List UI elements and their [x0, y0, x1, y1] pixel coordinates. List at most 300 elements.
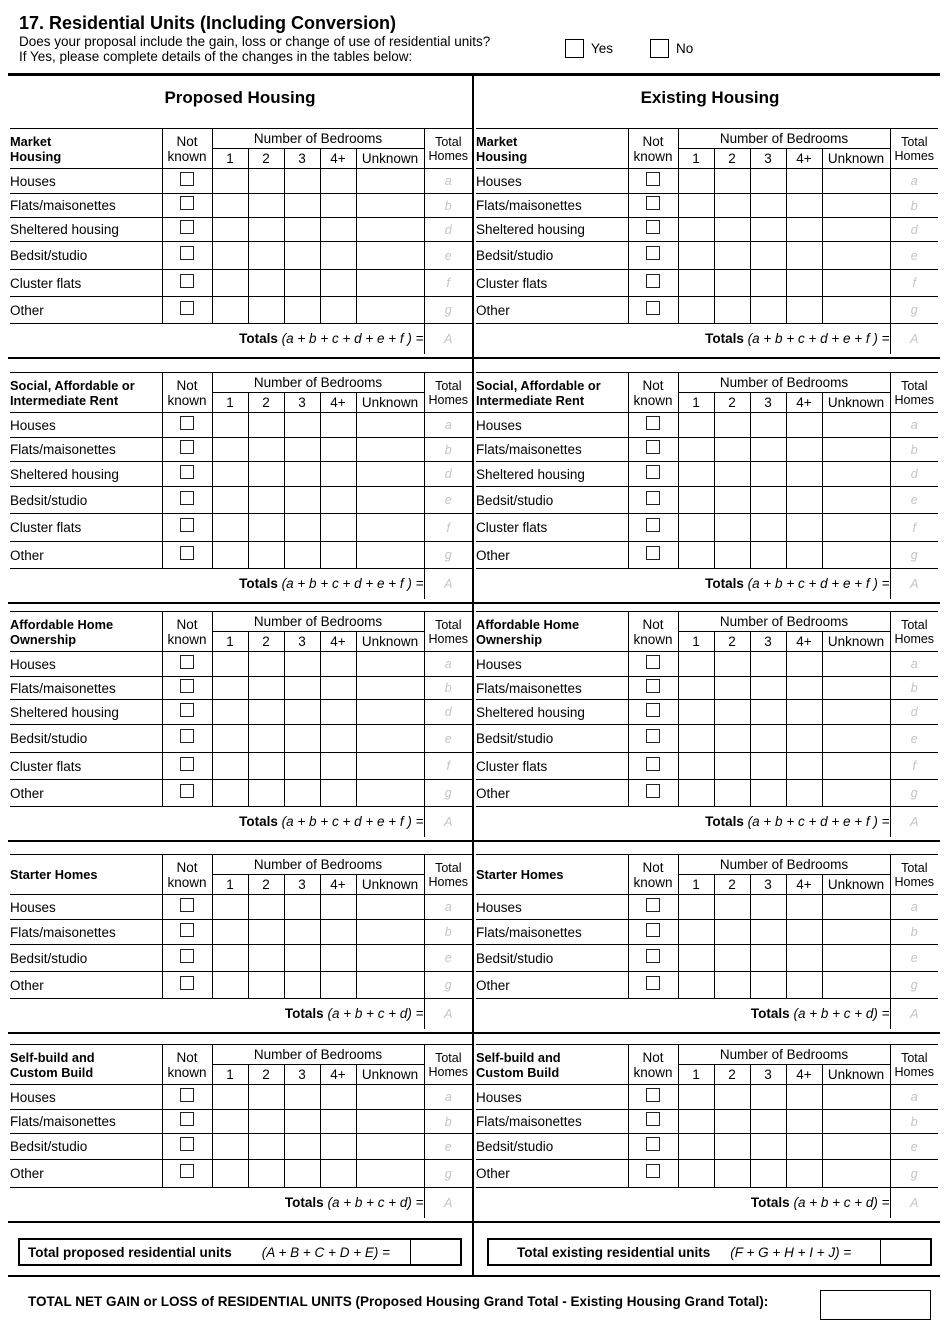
- bedroom-count-input[interactable]: [714, 438, 750, 462]
- bedroom-count-input[interactable]: [750, 652, 786, 677]
- bedroom-count-input[interactable]: [714, 1134, 750, 1160]
- bedroom-count-input[interactable]: [786, 753, 822, 780]
- bedroom-count-input[interactable]: [284, 218, 320, 242]
- bedroom-count-input[interactable]: [356, 780, 424, 807]
- bedroom-count-input[interactable]: [212, 438, 248, 462]
- bedroom-count-input[interactable]: [320, 945, 356, 972]
- not-known-checkbox[interactable]: [646, 1088, 660, 1102]
- bedroom-count-input[interactable]: [678, 920, 714, 945]
- bedroom-count-input[interactable]: [678, 194, 714, 218]
- bedroom-count-input[interactable]: [750, 242, 786, 270]
- bedroom-count-input[interactable]: [822, 218, 890, 242]
- total-homes-input[interactable]: g: [424, 780, 472, 807]
- bedroom-count-input[interactable]: [284, 920, 320, 945]
- bedroom-count-input[interactable]: [786, 438, 822, 462]
- not-known-checkbox[interactable]: [180, 465, 194, 479]
- bedroom-count-input[interactable]: [284, 413, 320, 438]
- bedroom-count-input[interactable]: [212, 700, 248, 725]
- total-homes-input[interactable]: g: [890, 1160, 938, 1188]
- not-known-checkbox[interactable]: [646, 1137, 660, 1151]
- bedroom-count-input[interactable]: [822, 920, 890, 945]
- bedroom-count-input[interactable]: [356, 1085, 424, 1110]
- bedroom-count-input[interactable]: [714, 270, 750, 297]
- bedroom-count-input[interactable]: [284, 169, 320, 194]
- total-homes-input[interactable]: g: [424, 542, 472, 569]
- bedroom-count-input[interactable]: [678, 413, 714, 438]
- total-homes-input[interactable]: b: [424, 1110, 472, 1134]
- bedroom-count-input[interactable]: [678, 945, 714, 972]
- bedroom-count-input[interactable]: [786, 169, 822, 194]
- bedroom-count-input[interactable]: [212, 1160, 248, 1188]
- bedroom-count-input[interactable]: [356, 413, 424, 438]
- total-homes-input[interactable]: a: [424, 895, 472, 920]
- bedroom-count-input[interactable]: [786, 1160, 822, 1188]
- total-homes-input[interactable]: b: [424, 677, 472, 700]
- total-homes-input[interactable]: d: [890, 462, 938, 487]
- bedroom-count-input[interactable]: [714, 1160, 750, 1188]
- total-homes-input[interactable]: f: [424, 514, 472, 542]
- total-proposed-input[interactable]: [410, 1240, 460, 1264]
- total-homes-input[interactable]: b: [890, 438, 938, 462]
- bedroom-count-input[interactable]: [356, 1110, 424, 1134]
- bedroom-count-input[interactable]: [248, 413, 284, 438]
- total-homes-input[interactable]: a: [424, 1085, 472, 1110]
- bedroom-count-input[interactable]: [248, 1134, 284, 1160]
- bedroom-count-input[interactable]: [320, 462, 356, 487]
- bedroom-count-input[interactable]: [356, 194, 424, 218]
- bedroom-count-input[interactable]: [248, 542, 284, 569]
- bedroom-count-input[interactable]: [320, 972, 356, 999]
- not-known-checkbox[interactable]: [646, 274, 660, 288]
- bedroom-count-input[interactable]: [714, 169, 750, 194]
- bedroom-count-input[interactable]: [750, 1134, 786, 1160]
- bedroom-count-input[interactable]: [678, 753, 714, 780]
- bedroom-count-input[interactable]: [248, 652, 284, 677]
- bedroom-count-input[interactable]: [678, 242, 714, 270]
- bedroom-count-input[interactable]: [750, 972, 786, 999]
- bedroom-count-input[interactable]: [822, 487, 890, 514]
- bedroom-count-input[interactable]: [678, 169, 714, 194]
- bedroom-count-input[interactable]: [284, 725, 320, 753]
- total-existing-input[interactable]: [880, 1240, 930, 1264]
- not-known-checkbox[interactable]: [646, 655, 660, 669]
- bedroom-count-input[interactable]: [248, 169, 284, 194]
- bedroom-count-input[interactable]: [714, 297, 750, 324]
- bedroom-count-input[interactable]: [320, 242, 356, 270]
- bedroom-count-input[interactable]: [786, 462, 822, 487]
- bedroom-count-input[interactable]: [750, 462, 786, 487]
- bedroom-count-input[interactable]: [678, 700, 714, 725]
- bedroom-count-input[interactable]: [822, 652, 890, 677]
- bedroom-count-input[interactable]: [212, 270, 248, 297]
- not-known-checkbox[interactable]: [646, 416, 660, 430]
- bedroom-count-input[interactable]: [678, 677, 714, 700]
- not-known-checkbox[interactable]: [646, 546, 660, 560]
- bedroom-count-input[interactable]: [320, 1160, 356, 1188]
- total-homes-input[interactable]: g: [424, 297, 472, 324]
- bedroom-count-input[interactable]: [822, 413, 890, 438]
- bedroom-count-input[interactable]: [284, 270, 320, 297]
- not-known-checkbox[interactable]: [180, 1112, 194, 1126]
- bedroom-count-input[interactable]: [750, 753, 786, 780]
- not-known-checkbox[interactable]: [180, 1137, 194, 1151]
- total-homes-input[interactable]: a: [890, 169, 938, 194]
- total-homes-input[interactable]: b: [890, 677, 938, 700]
- total-homes-input[interactable]: f: [890, 270, 938, 297]
- bedroom-count-input[interactable]: [786, 194, 822, 218]
- total-homes-input[interactable]: e: [424, 1134, 472, 1160]
- bedroom-count-input[interactable]: [320, 514, 356, 542]
- bedroom-count-input[interactable]: [284, 514, 320, 542]
- bedroom-count-input[interactable]: [356, 700, 424, 725]
- not-known-checkbox[interactable]: [646, 491, 660, 505]
- bedroom-count-input[interactable]: [822, 194, 890, 218]
- bedroom-count-input[interactable]: [320, 753, 356, 780]
- bedroom-count-input[interactable]: [678, 780, 714, 807]
- not-known-checkbox[interactable]: [646, 679, 660, 693]
- total-homes-input[interactable]: f: [890, 753, 938, 780]
- bedroom-count-input[interactable]: [786, 218, 822, 242]
- bedroom-count-input[interactable]: [356, 218, 424, 242]
- section-total-input[interactable]: A: [890, 1188, 938, 1218]
- bedroom-count-input[interactable]: [786, 1110, 822, 1134]
- bedroom-count-input[interactable]: [212, 677, 248, 700]
- total-homes-input[interactable]: b: [890, 194, 938, 218]
- bedroom-count-input[interactable]: [320, 542, 356, 569]
- bedroom-count-input[interactable]: [212, 1134, 248, 1160]
- bedroom-count-input[interactable]: [284, 945, 320, 972]
- bedroom-count-input[interactable]: [284, 487, 320, 514]
- bedroom-count-input[interactable]: [714, 1110, 750, 1134]
- bedroom-count-input[interactable]: [320, 297, 356, 324]
- bedroom-count-input[interactable]: [320, 413, 356, 438]
- bedroom-count-input[interactable]: [678, 438, 714, 462]
- bedroom-count-input[interactable]: [320, 1134, 356, 1160]
- bedroom-count-input[interactable]: [356, 297, 424, 324]
- bedroom-count-input[interactable]: [284, 652, 320, 677]
- bedroom-count-input[interactable]: [356, 1160, 424, 1188]
- bedroom-count-input[interactable]: [822, 725, 890, 753]
- bedroom-count-input[interactable]: [714, 514, 750, 542]
- bedroom-count-input[interactable]: [786, 972, 822, 999]
- total-homes-input[interactable]: d: [424, 462, 472, 487]
- bedroom-count-input[interactable]: [212, 972, 248, 999]
- bedroom-count-input[interactable]: [356, 920, 424, 945]
- bedroom-count-input[interactable]: [750, 780, 786, 807]
- bedroom-count-input[interactable]: [750, 438, 786, 462]
- bedroom-count-input[interactable]: [356, 487, 424, 514]
- bedroom-count-input[interactable]: [786, 1085, 822, 1110]
- bedroom-count-input[interactable]: [212, 725, 248, 753]
- total-homes-input[interactable]: d: [890, 700, 938, 725]
- bedroom-count-input[interactable]: [212, 1110, 248, 1134]
- bedroom-count-input[interactable]: [248, 780, 284, 807]
- not-known-checkbox[interactable]: [180, 274, 194, 288]
- section-total-input[interactable]: A: [424, 324, 472, 354]
- total-homes-input[interactable]: e: [890, 725, 938, 753]
- total-homes-input[interactable]: g: [890, 780, 938, 807]
- not-known-checkbox[interactable]: [646, 703, 660, 717]
- not-known-checkbox[interactable]: [180, 923, 194, 937]
- bedroom-count-input[interactable]: [750, 1160, 786, 1188]
- net-total-input[interactable]: [820, 1290, 931, 1320]
- total-homes-input[interactable]: a: [424, 169, 472, 194]
- bedroom-count-input[interactable]: [750, 1085, 786, 1110]
- not-known-checkbox[interactable]: [180, 172, 194, 186]
- bedroom-count-input[interactable]: [356, 514, 424, 542]
- bedroom-count-input[interactable]: [750, 895, 786, 920]
- bedroom-count-input[interactable]: [212, 413, 248, 438]
- total-homes-input[interactable]: d: [424, 700, 472, 725]
- bedroom-count-input[interactable]: [714, 413, 750, 438]
- bedroom-count-input[interactable]: [786, 413, 822, 438]
- bedroom-count-input[interactable]: [714, 780, 750, 807]
- not-known-checkbox[interactable]: [180, 491, 194, 505]
- bedroom-count-input[interactable]: [714, 194, 750, 218]
- bedroom-count-input[interactable]: [714, 677, 750, 700]
- not-known-checkbox[interactable]: [646, 220, 660, 234]
- bedroom-count-input[interactable]: [750, 218, 786, 242]
- section-total-input[interactable]: A: [424, 999, 472, 1029]
- not-known-checkbox[interactable]: [180, 757, 194, 771]
- bedroom-count-input[interactable]: [822, 169, 890, 194]
- bedroom-count-input[interactable]: [822, 270, 890, 297]
- bedroom-count-input[interactable]: [822, 700, 890, 725]
- bedroom-count-input[interactable]: [248, 725, 284, 753]
- not-known-checkbox[interactable]: [180, 1088, 194, 1102]
- bedroom-count-input[interactable]: [284, 1160, 320, 1188]
- bedroom-count-input[interactable]: [678, 1110, 714, 1134]
- not-known-checkbox[interactable]: [180, 1164, 194, 1178]
- total-homes-input[interactable]: b: [424, 920, 472, 945]
- bedroom-count-input[interactable]: [678, 270, 714, 297]
- bedroom-count-input[interactable]: [786, 700, 822, 725]
- not-known-checkbox[interactable]: [180, 196, 194, 210]
- bedroom-count-input[interactable]: [284, 242, 320, 270]
- bedroom-count-input[interactable]: [678, 652, 714, 677]
- bedroom-count-input[interactable]: [786, 297, 822, 324]
- bedroom-count-input[interactable]: [320, 780, 356, 807]
- bedroom-count-input[interactable]: [284, 438, 320, 462]
- bedroom-count-input[interactable]: [678, 1160, 714, 1188]
- bedroom-count-input[interactable]: [212, 514, 248, 542]
- not-known-checkbox[interactable]: [646, 196, 660, 210]
- bedroom-count-input[interactable]: [212, 169, 248, 194]
- not-known-checkbox[interactable]: [180, 246, 194, 260]
- bedroom-count-input[interactable]: [822, 438, 890, 462]
- bedroom-count-input[interactable]: [212, 945, 248, 972]
- bedroom-count-input[interactable]: [714, 242, 750, 270]
- bedroom-count-input[interactable]: [714, 945, 750, 972]
- total-homes-input[interactable]: a: [424, 413, 472, 438]
- total-homes-input[interactable]: a: [890, 652, 938, 677]
- not-known-checkbox[interactable]: [180, 546, 194, 560]
- bedroom-count-input[interactable]: [822, 677, 890, 700]
- no-checkbox[interactable]: [650, 39, 669, 58]
- bedroom-count-input[interactable]: [212, 920, 248, 945]
- bedroom-count-input[interactable]: [284, 462, 320, 487]
- bedroom-count-input[interactable]: [284, 1110, 320, 1134]
- yes-checkbox[interactable]: [565, 39, 584, 58]
- total-homes-input[interactable]: b: [424, 194, 472, 218]
- bedroom-count-input[interactable]: [822, 1085, 890, 1110]
- bedroom-count-input[interactable]: [786, 514, 822, 542]
- not-known-checkbox[interactable]: [646, 440, 660, 454]
- not-known-checkbox[interactable]: [646, 1112, 660, 1126]
- not-known-checkbox[interactable]: [180, 416, 194, 430]
- not-known-checkbox[interactable]: [646, 898, 660, 912]
- bedroom-count-input[interactable]: [248, 677, 284, 700]
- bedroom-count-input[interactable]: [248, 945, 284, 972]
- bedroom-count-input[interactable]: [678, 1085, 714, 1110]
- bedroom-count-input[interactable]: [356, 1134, 424, 1160]
- bedroom-count-input[interactable]: [356, 169, 424, 194]
- bedroom-count-input[interactable]: [248, 920, 284, 945]
- bedroom-count-input[interactable]: [786, 945, 822, 972]
- bedroom-count-input[interactable]: [284, 780, 320, 807]
- bedroom-count-input[interactable]: [678, 218, 714, 242]
- not-known-checkbox[interactable]: [646, 301, 660, 315]
- bedroom-count-input[interactable]: [356, 725, 424, 753]
- bedroom-count-input[interactable]: [714, 218, 750, 242]
- bedroom-count-input[interactable]: [320, 1110, 356, 1134]
- bedroom-count-input[interactable]: [786, 652, 822, 677]
- bedroom-count-input[interactable]: [822, 462, 890, 487]
- total-homes-input[interactable]: g: [890, 542, 938, 569]
- total-homes-input[interactable]: g: [424, 972, 472, 999]
- bedroom-count-input[interactable]: [750, 514, 786, 542]
- bedroom-count-input[interactable]: [248, 242, 284, 270]
- bedroom-count-input[interactable]: [356, 462, 424, 487]
- bedroom-count-input[interactable]: [678, 895, 714, 920]
- no-option[interactable]: [650, 39, 693, 58]
- bedroom-count-input[interactable]: [356, 242, 424, 270]
- bedroom-count-input[interactable]: [248, 753, 284, 780]
- total-homes-input[interactable]: e: [424, 945, 472, 972]
- not-known-checkbox[interactable]: [646, 949, 660, 963]
- bedroom-count-input[interactable]: [822, 542, 890, 569]
- bedroom-count-input[interactable]: [678, 297, 714, 324]
- bedroom-count-input[interactable]: [284, 297, 320, 324]
- bedroom-count-input[interactable]: [212, 242, 248, 270]
- total-homes-input[interactable]: b: [890, 920, 938, 945]
- bedroom-count-input[interactable]: [822, 780, 890, 807]
- bedroom-count-input[interactable]: [786, 725, 822, 753]
- bedroom-count-input[interactable]: [212, 753, 248, 780]
- not-known-checkbox[interactable]: [646, 518, 660, 532]
- not-known-checkbox[interactable]: [180, 518, 194, 532]
- total-homes-input[interactable]: e: [424, 242, 472, 270]
- bedroom-count-input[interactable]: [714, 895, 750, 920]
- bedroom-count-input[interactable]: [212, 218, 248, 242]
- bedroom-count-input[interactable]: [786, 920, 822, 945]
- bedroom-count-input[interactable]: [714, 725, 750, 753]
- section-total-input[interactable]: A: [890, 807, 938, 837]
- bedroom-count-input[interactable]: [750, 542, 786, 569]
- bedroom-count-input[interactable]: [822, 895, 890, 920]
- bedroom-count-input[interactable]: [212, 462, 248, 487]
- bedroom-count-input[interactable]: [822, 1160, 890, 1188]
- bedroom-count-input[interactable]: [750, 413, 786, 438]
- section-total-input[interactable]: A: [424, 1188, 472, 1218]
- bedroom-count-input[interactable]: [212, 652, 248, 677]
- bedroom-count-input[interactable]: [248, 1160, 284, 1188]
- bedroom-count-input[interactable]: [284, 1134, 320, 1160]
- bedroom-count-input[interactable]: [320, 677, 356, 700]
- bedroom-count-input[interactable]: [678, 487, 714, 514]
- bedroom-count-input[interactable]: [356, 945, 424, 972]
- total-homes-input[interactable]: e: [890, 1134, 938, 1160]
- section-total-input[interactable]: A: [890, 569, 938, 599]
- yes-option[interactable]: [565, 39, 613, 58]
- not-known-checkbox[interactable]: [180, 655, 194, 669]
- not-known-checkbox[interactable]: [180, 440, 194, 454]
- bedroom-count-input[interactable]: [822, 514, 890, 542]
- bedroom-count-input[interactable]: [248, 895, 284, 920]
- bedroom-count-input[interactable]: [320, 652, 356, 677]
- bedroom-count-input[interactable]: [212, 487, 248, 514]
- bedroom-count-input[interactable]: [822, 972, 890, 999]
- bedroom-count-input[interactable]: [786, 542, 822, 569]
- section-total-input[interactable]: A: [890, 999, 938, 1029]
- bedroom-count-input[interactable]: [678, 462, 714, 487]
- total-homes-input[interactable]: e: [424, 487, 472, 514]
- bedroom-count-input[interactable]: [822, 753, 890, 780]
- bedroom-count-input[interactable]: [248, 297, 284, 324]
- bedroom-count-input[interactable]: [822, 945, 890, 972]
- bedroom-count-input[interactable]: [714, 700, 750, 725]
- total-homes-input[interactable]: a: [424, 652, 472, 677]
- bedroom-count-input[interactable]: [714, 462, 750, 487]
- bedroom-count-input[interactable]: [786, 270, 822, 297]
- not-known-checkbox[interactable]: [180, 220, 194, 234]
- total-homes-input[interactable]: g: [890, 972, 938, 999]
- bedroom-count-input[interactable]: [786, 242, 822, 270]
- bedroom-count-input[interactable]: [320, 725, 356, 753]
- bedroom-count-input[interactable]: [248, 270, 284, 297]
- bedroom-count-input[interactable]: [320, 218, 356, 242]
- total-homes-input[interactable]: g: [424, 1160, 472, 1188]
- not-known-checkbox[interactable]: [646, 246, 660, 260]
- bedroom-count-input[interactable]: [786, 780, 822, 807]
- bedroom-count-input[interactable]: [714, 972, 750, 999]
- bedroom-count-input[interactable]: [248, 462, 284, 487]
- bedroom-count-input[interactable]: [714, 1085, 750, 1110]
- total-homes-input[interactable]: f: [424, 270, 472, 297]
- bedroom-count-input[interactable]: [678, 542, 714, 569]
- bedroom-count-input[interactable]: [822, 242, 890, 270]
- bedroom-count-input[interactable]: [284, 194, 320, 218]
- total-homes-input[interactable]: g: [890, 297, 938, 324]
- bedroom-count-input[interactable]: [714, 920, 750, 945]
- total-homes-input[interactable]: f: [890, 514, 938, 542]
- bedroom-count-input[interactable]: [248, 972, 284, 999]
- total-homes-input[interactable]: b: [890, 1110, 938, 1134]
- not-known-checkbox[interactable]: [646, 976, 660, 990]
- total-homes-input[interactable]: a: [890, 1085, 938, 1110]
- not-known-checkbox[interactable]: [646, 465, 660, 479]
- not-known-checkbox[interactable]: [646, 784, 660, 798]
- bedroom-count-input[interactable]: [356, 972, 424, 999]
- bedroom-count-input[interactable]: [678, 1134, 714, 1160]
- bedroom-count-input[interactable]: [320, 438, 356, 462]
- bedroom-count-input[interactable]: [356, 895, 424, 920]
- bedroom-count-input[interactable]: [678, 514, 714, 542]
- bedroom-count-input[interactable]: [212, 542, 248, 569]
- not-known-checkbox[interactable]: [180, 703, 194, 717]
- bedroom-count-input[interactable]: [714, 542, 750, 569]
- bedroom-count-input[interactable]: [248, 514, 284, 542]
